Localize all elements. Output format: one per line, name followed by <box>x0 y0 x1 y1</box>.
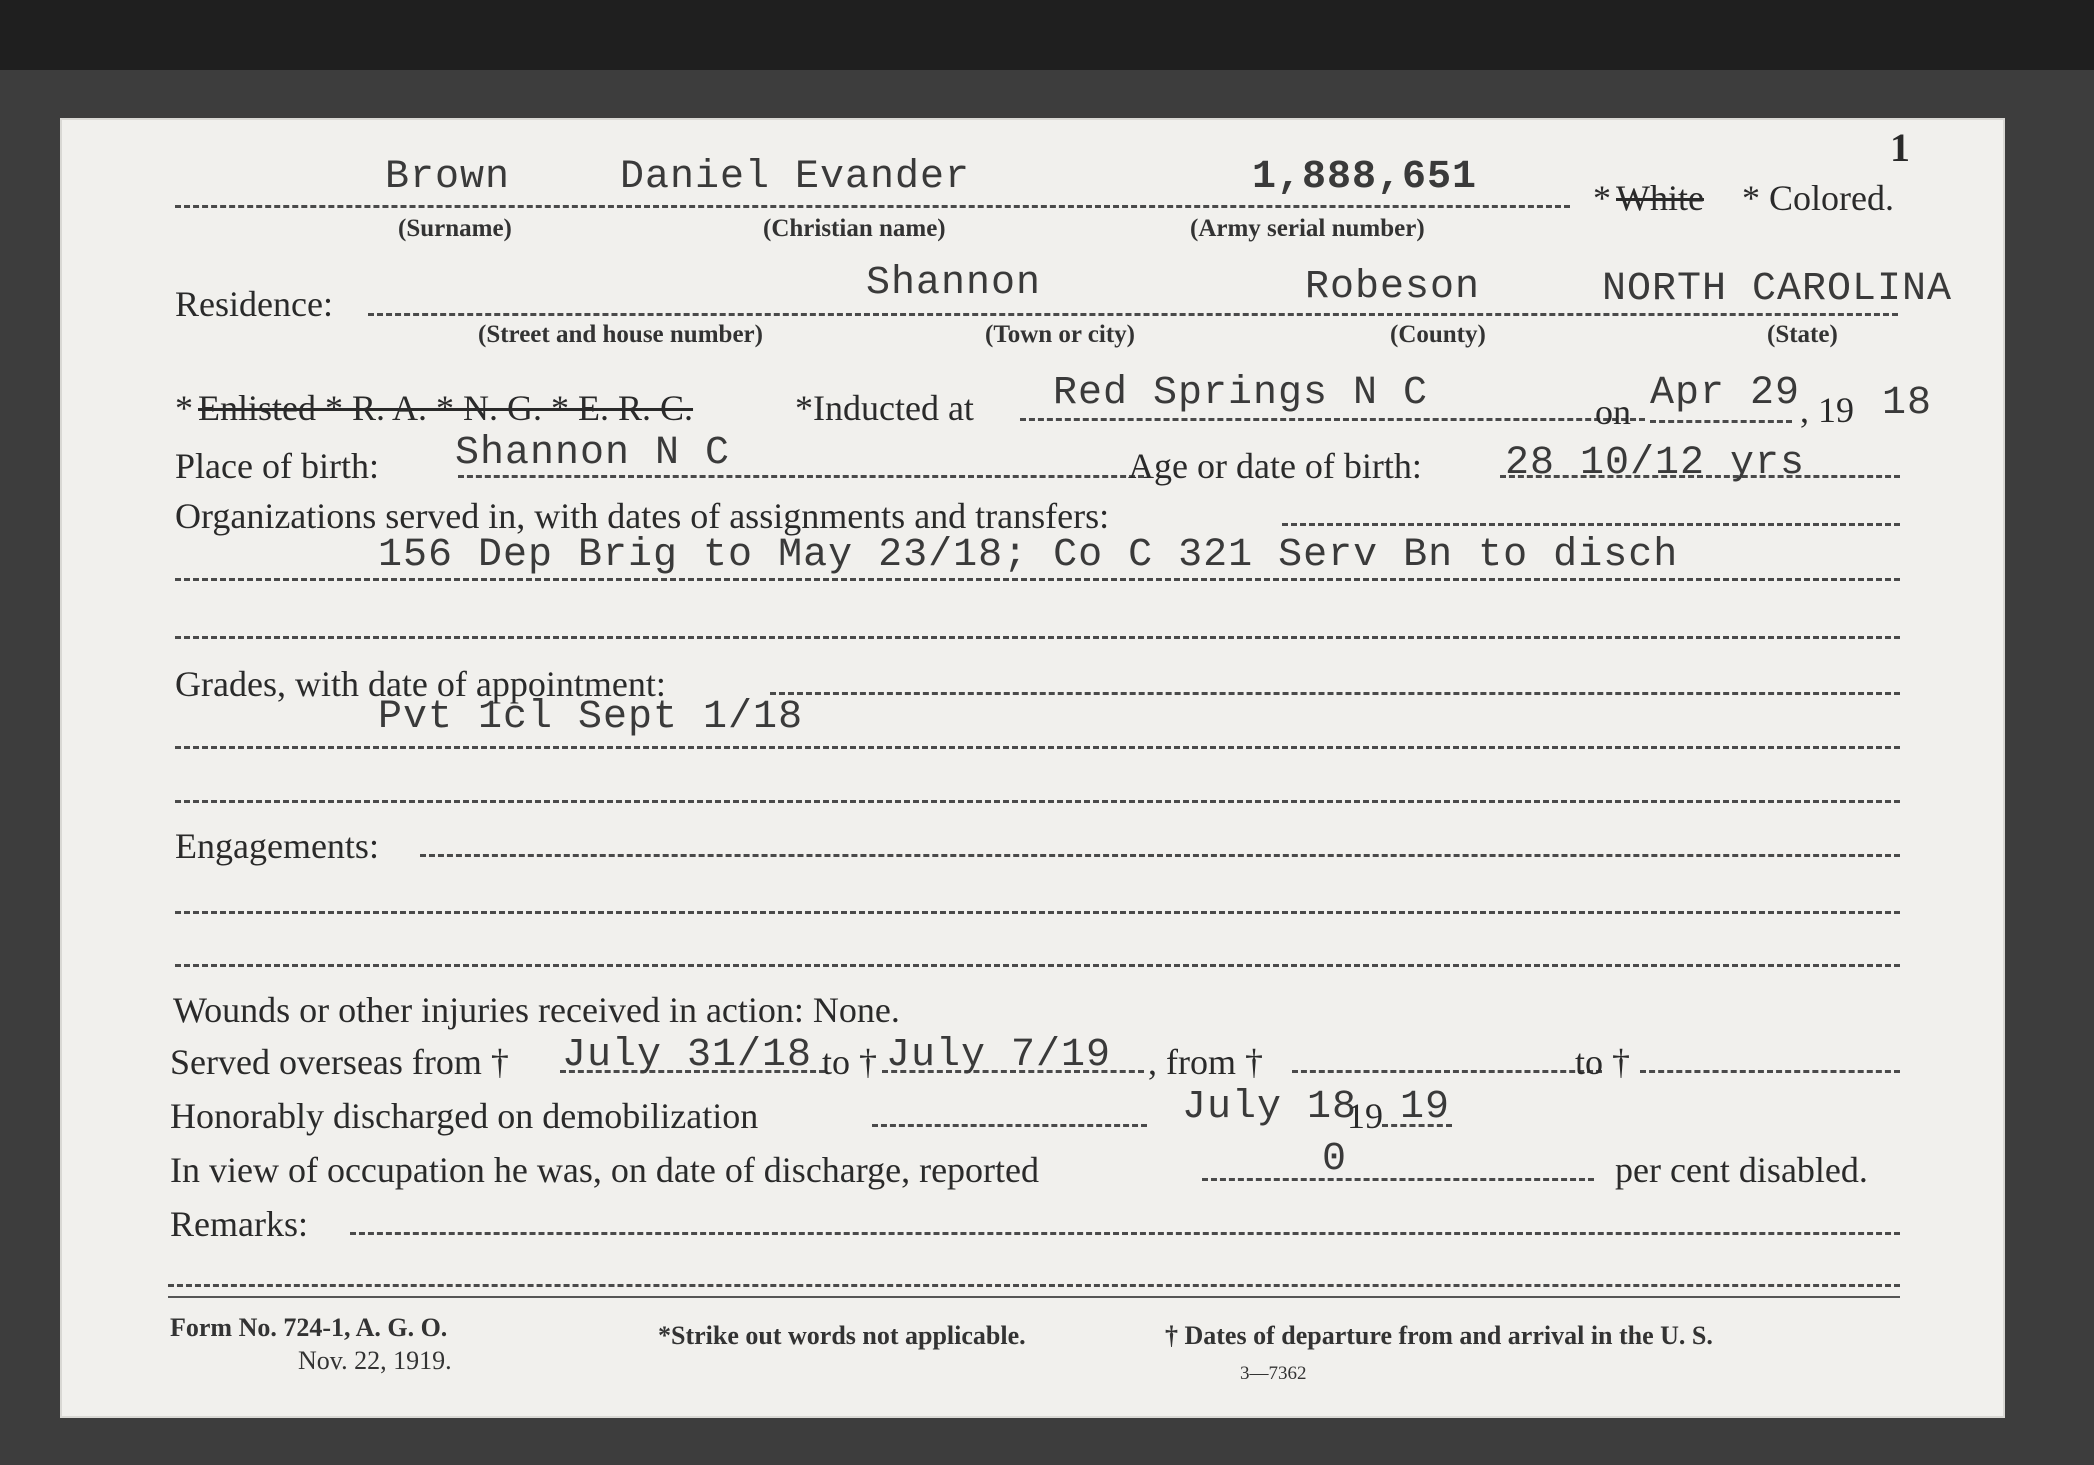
remarks-line-1 <box>168 1284 1900 1287</box>
card-number: 1 <box>1890 125 1910 170</box>
birthplace-label: Place of birth: <box>175 446 379 486</box>
christian-name-value: Daniel Evander <box>620 155 971 200</box>
caption-surname: (Surname) <box>398 215 512 242</box>
serial-value: 1,888,651 <box>1252 155 1478 200</box>
residence-label: Residence: <box>175 284 333 324</box>
discharge-label: Honorably discharged on demobilization <box>170 1096 759 1136</box>
organizations-line-0 <box>1282 523 1900 526</box>
overseas-to2-line <box>1640 1070 1900 1073</box>
engagements-line-1 <box>175 911 1900 914</box>
footnote-dates: † Dates of departure from and arrival in the U. S. <box>1165 1321 1713 1350</box>
caption-town: (Town or city) <box>985 321 1135 348</box>
engagements-line-0 <box>420 854 1900 857</box>
induct-year-value: 18 <box>1882 381 1933 426</box>
surname-value: Brown <box>385 155 511 200</box>
grades-line-0 <box>770 692 1900 695</box>
residence-line <box>368 313 1898 316</box>
engagements-line-2 <box>175 964 1900 967</box>
discharge-year-prefix: 19 <box>1347 1096 1383 1136</box>
wounds-label: Wounds or other injuries received in action: None. <box>173 990 900 1030</box>
form-number: Form No. 724-1, A. G. O. <box>170 1313 448 1342</box>
caption-serial: (Army serial number) <box>1190 215 1425 242</box>
organizations-label: Organizations served in, with dates of assignments and transfers: <box>175 496 1110 536</box>
disability-line <box>1202 1178 1594 1181</box>
caption-street: (Street and house number) <box>478 321 763 348</box>
caption-christian-name: (Christian name) <box>763 215 946 242</box>
footer-rule <box>168 1296 1900 1298</box>
discharge-year-value: 19 <box>1400 1085 1451 1130</box>
on-label: on <box>1595 392 1631 432</box>
overseas-to2-label: to † <box>1575 1042 1631 1082</box>
scan-background-band <box>0 0 2094 70</box>
remarks-label: Remarks: <box>170 1204 308 1244</box>
organizations-line-1 <box>175 578 1900 581</box>
footnote-strike: *Strike out words not applicable. <box>658 1321 1026 1350</box>
grades-line-2 <box>175 800 1900 803</box>
grades-line-1 <box>175 746 1900 749</box>
inducted-label: *Inducted at <box>795 388 974 428</box>
name-line <box>175 205 1570 208</box>
caption-county: (County) <box>1390 321 1486 348</box>
race-star: * <box>1593 178 1611 218</box>
organizations-value: 156 Dep Brig to May 23/18; Co C 321 Serv Bn to disch <box>378 533 1679 578</box>
inducted-line <box>1020 418 1645 421</box>
town-value: Shannon <box>866 261 1042 306</box>
form-date: Nov. 22, 1919. <box>298 1346 452 1375</box>
disability-value: 0 <box>1322 1137 1348 1182</box>
overseas-from2-label: , from † <box>1148 1042 1263 1082</box>
overseas-label: Served overseas from † <box>170 1042 509 1082</box>
age-label: Age or date of birth: <box>1128 446 1422 486</box>
race-colored: * Colored. <box>1742 178 1894 218</box>
grades-label: Grades, with date of appointment: <box>175 664 666 704</box>
disability-suffix: per cent disabled. <box>1615 1150 1868 1190</box>
print-code: 3—7362 <box>1240 1363 1307 1384</box>
enlist-star: * <box>175 388 193 428</box>
birthplace-value: Shannon N C <box>455 431 731 476</box>
induct-year-prefix: , 19 <box>1800 390 1854 430</box>
overseas-to-value: July 7/19 <box>886 1033 1112 1078</box>
discharge-date-value: July 18 <box>1182 1085 1358 1130</box>
engagements-label: Engagements: <box>175 826 379 866</box>
overseas-from-value: July 31/18 <box>562 1033 813 1078</box>
state-value: NORTH CAROLINA <box>1602 267 1953 312</box>
race-white-struck: White <box>1616 178 1704 218</box>
inducted-value: Red Springs N C <box>1053 371 1429 416</box>
caption-state: (State) <box>1767 321 1838 348</box>
service-record-card <box>60 118 2005 1418</box>
disability-label: In view of occupation he was, on date of discharge, reported <box>170 1150 1040 1190</box>
age-value: 28 10/12 yrs <box>1505 441 1806 486</box>
induct-date-value: Apr 29 <box>1650 371 1801 416</box>
overseas-to-label: to † <box>822 1042 878 1082</box>
county-value: Robeson <box>1305 265 1481 310</box>
grades-value: Pvt 1cl Sept 1/18 <box>378 695 804 740</box>
enlist-struck: Enlisted * R. A. * N. G. * E. R. C. <box>198 388 694 428</box>
overseas-from2-line <box>1292 1070 1602 1073</box>
remarks-line-0 <box>350 1232 1900 1235</box>
organizations-line-2 <box>175 636 1900 639</box>
discharge-date-line <box>872 1124 1147 1127</box>
induct-date-line <box>1650 420 1792 423</box>
